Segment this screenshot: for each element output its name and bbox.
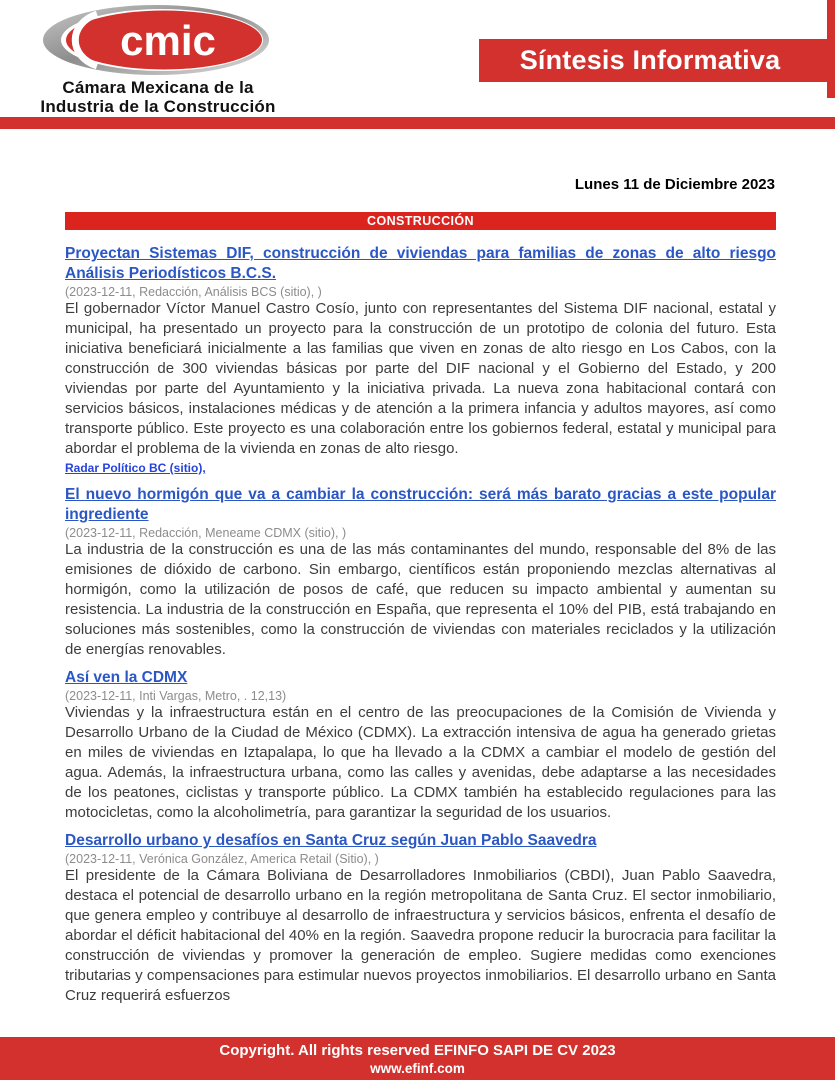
right-edge-red-strip bbox=[827, 0, 835, 98]
content-area bbox=[65, 212, 776, 1014]
article-2-body: La industria de la construcción es una de las más contaminantes del mundo, responsable del 8% de las emisiones de dióxido de carbono. Sin embargo, científicos están proponiendo mezclas alternativas al hormigón, como la utilización de posos de café, que reducen su impacto ambiental y aumentan su resistencia. La industria de la construcción en España, que representa el 10% del PIB, está trabajando en soluciones más sostenibles, como la construcción de viviendas con materiales reciclados y la utilización de energías renovables. bbox=[65, 541, 776, 658]
header-divider bbox=[0, 117, 835, 129]
footer-copyright: Copyright. All rights reserved EFINFO SAPI DE CV 2023 bbox=[219, 1042, 616, 1059]
article-2-meta: (2023-12-11, Redacción, Meneame CDMX (sitio), ) bbox=[65, 526, 347, 540]
article-3 bbox=[65, 668, 776, 823]
article-1 bbox=[65, 244, 776, 477]
article-2-title-link[interactable]: El nuevo hormigón que va a cambiar la construcción: será más barato gracias a este popular ingrediente bbox=[65, 486, 776, 523]
section-title: CONSTRUCCIÓN bbox=[367, 214, 474, 228]
cmic-logo-text: cmic bbox=[120, 17, 216, 64]
logo-caption bbox=[38, 78, 278, 116]
article-1-meta: (2023-12-11, Redacción, Análisis BCS (sitio), ) bbox=[65, 285, 322, 299]
cmic-logo-icon bbox=[42, 4, 274, 76]
article-4 bbox=[65, 831, 776, 1006]
article-4-meta: (2023-12-11, Verónica González, America Retail (Sitio), ) bbox=[65, 852, 379, 866]
section-header-construccion bbox=[65, 212, 776, 230]
sintesis-informativa-banner bbox=[479, 39, 835, 82]
article-3-title-link[interactable]: Así ven la CDMX bbox=[65, 669, 188, 686]
date-line: Lunes 11 de Diciembre 2023 bbox=[574, 176, 775, 193]
cmic-logo bbox=[38, 4, 278, 116]
logo-caption-line2: Industria de la Construcción bbox=[40, 97, 276, 117]
article-3-meta: (2023-12-11, Inti Vargas, Metro, . 12,13) bbox=[65, 689, 287, 703]
banner-title: Síntesis Informativa bbox=[519, 45, 781, 75]
article-1-title-link[interactable]: Proyectan Sistemas DIF, construcción de viviendas para familias de zonas de alto riesgo Análisis Periodísticos B.C.S. bbox=[65, 245, 776, 282]
article-4-body: El presidente de la Cámara Boliviana de Desarrolladores Inmobiliarios (CBDI), Juan Pablo Saavedra, destaca el potencial de desarrollo urbano en la región metropolitana de Santa Cruz. El sector inmobiliario, que genera empleo y contribuye al desarrollo de infraestructura y servicios básicos, enfrenta el desafío de abordar el déficit habitacional del 40% en la región. Saavedra propone reducir la burocracia para facilitar la construcción de viviendas y promover la generación de empleo. Sugiere medidas como exenciones tributarias y compensaciones para estimular nuevos proyectos inmobiliarios. El desarrollo urbano en Santa Cruz requerirá esfuerzos bbox=[65, 867, 776, 1004]
article-1-body: El gobernador Víctor Manuel Castro Cosío, junto con representantes del Sistema DIF nacional, estatal y municipal, ha presentado un proyecto para la construcción de un prototipo de colonia del futuro. Esta iniciativa beneficiará inicialmente a las familias que viven en zonas de alto riesgo en Los Cabos, con la construcción de 300 viviendas básicas por parte del DIF nacional y el Gobierno del Estado, y 200 viviendas por parte del Ayuntamiento y la iniciativa privada. La nueva zona habitacional contará con servicios básicos, instalaciones médicas y de atención a la primera infancia y adultos mayores, así como transporte público. Este proyecto es una colaboración entre los gobiernos federal, estatal y municipal para abordar el problema de la vivienda en zonas de alto riesgo. bbox=[65, 300, 776, 457]
footer-website-link[interactable]: www.efinf.com bbox=[370, 1061, 465, 1076]
article-2 bbox=[65, 485, 776, 660]
article-1-source-link[interactable]: Radar Político BC (sitio), bbox=[65, 461, 206, 475]
footer bbox=[0, 1037, 835, 1080]
logo-caption-line1: Cámara Mexicana de la bbox=[62, 78, 254, 97]
article-3-body: Viviendas y la infraestructura están en el centro de las preocupaciones de la Comisión de Vivienda y Desarrollo Urbano de la Ciudad de México (CDMX). La extracción intensiva de agua ha generado grietas en miles de viviendas en Iztapalapa, lo que ha llevado a la CDMX a cambiar el modelo de gestión del agua. Además, la infraestructura urbana, como las calles y avenidas, debe adaptarse a las necesidades de los peatones, ciclistas y transporte público. La CDMX también ha establecido regulaciones para las motocicletas, como la alcoholimetría, para garantizar la seguridad de los usuarios. bbox=[65, 704, 776, 821]
article-4-title-link[interactable]: Desarrollo urbano y desafíos en Santa Cruz según Juan Pablo Saavedra bbox=[65, 832, 597, 849]
